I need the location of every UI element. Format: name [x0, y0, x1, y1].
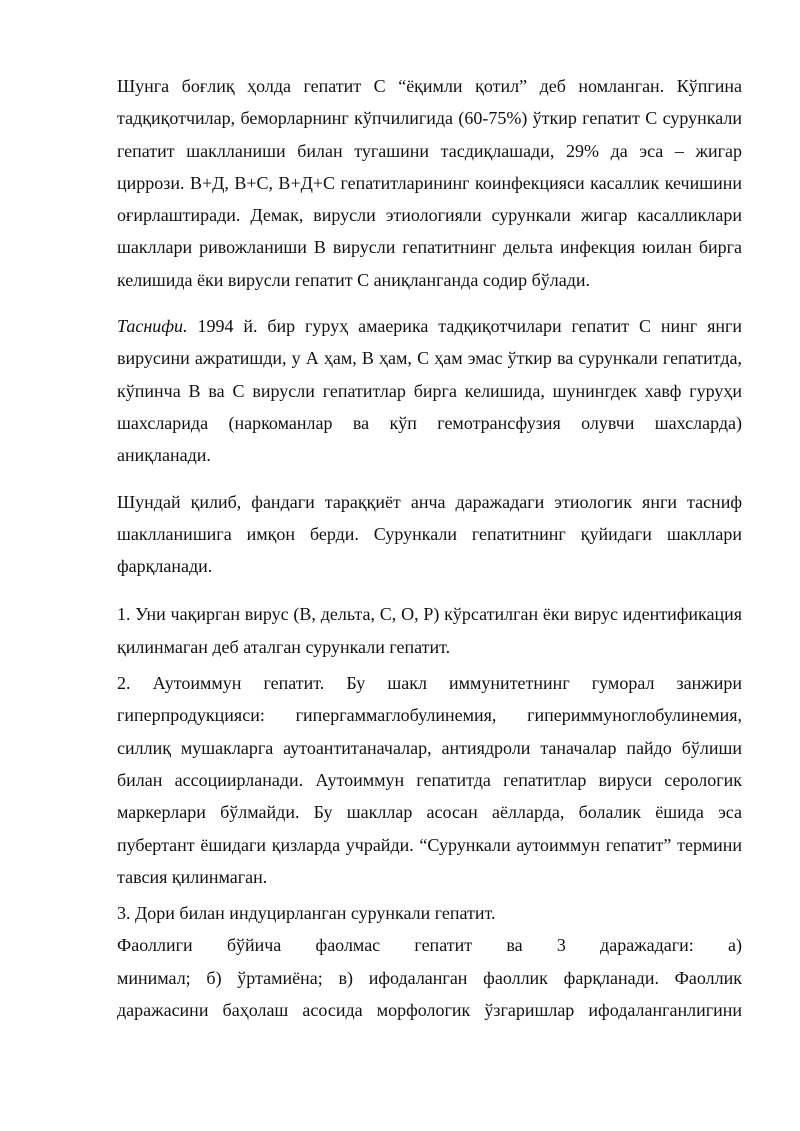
- paragraph-forms-intro: Шундай қилиб, фандаги тараққиёт анча даражадаги этиологик янги тасниф шаклланишига имқон берди. Сурункали гепатитнинг қуйидаги шакллари фарқланади.: [117, 491, 742, 577]
- activity-line: [117, 929, 742, 961]
- document-page: [117, 70, 742, 1026]
- activity-word: фаолмас: [315, 935, 381, 956]
- activity-word: ва: [506, 935, 523, 956]
- paragraph-intro: Шунга боғлиқ ҳолда гепатит С “ёқимли қотил” деб номланган. Кўпгина тадқиқотчилар, беморларнинг кўпчилигида (60-75%) ўткир гепатит С сурункали гепатит шаклланиши билан тугашини тасдиқлашади, 29% да эса – жигар циррози. В+Д, В+С, В+Д+С гепатитларининг коинфекцияси касаллик кечишини оғирлаштиради. Демак, вирусли этиологияли сурункали жигар касалликлари шакллари ривожланиши В вирусли гепатитнинг дельта инфекция юилан бирга келишида ёки вирусли гепатит С аниқланганда содир бўлади.: [117, 76, 742, 290]
- activity-word: бўйича: [226, 935, 282, 956]
- classification-heading: Таснифи.: [117, 316, 188, 337]
- activity-word: даражадаги:: [600, 935, 694, 956]
- paragraph-classification: [117, 310, 742, 471]
- activity-word: а): [728, 935, 742, 956]
- list-item-1: 1. Уни чақирган вирус (В, дельта, С, О, Р) кўрсатилган ёки вирус идентификация қилинмаган деб аталган сурункали гепатит.: [117, 604, 742, 657]
- activity-word: 3: [556, 935, 566, 956]
- classification-text: 1994 й. бир гуруҳ амаерика тадқиқотчилари гепатит С нинг янги вирусини ажратишди, у А ҳам, В ҳам, С ҳам эмас ўткир ва сурункали гепатитда, кўпинча В ва С вирусли гепатитлар бирга келишида, шунингдек хавф гуруҳи шахсларида (наркоманлар ва кўп гемотрансфузия олувчи шахсларда) аниқланади.: [117, 316, 742, 466]
- paragraph-activity: минимал; б) ўртамиёна; в) ифодаланган фаоллик фарқланади. Фаоллик даражасини баҳолаш асосида морфологик ўзгаришлар ифодаланганлигини: [117, 967, 742, 1021]
- list-item-3: 3. Дори билан индуцирланган сурункали гепатит.: [117, 903, 496, 924]
- list-item-2: 2. Аутоиммун гепатит. Бу шакл иммунитетнинг гуморал занжири гиперпродукцияси: гипергаммаглобулинемия, гипериммуноглобулинемия, силлиқ мушакларга аутоантитаначалар, антиядроли таначалар пайдо бўлиши билан ассоциирланади. Аутоиммун гепатитда гепатитлар вируси серологик маркерлари бўлмайди. Бу шакллар асосан аёлларда, болалик ёшида эса пубертант ёшидаги қизларда учрайди. “Сурункали аутоиммун гепатит” термини тавсия қилинмаган.: [117, 673, 742, 887]
- activity-word: гепатит: [414, 935, 473, 956]
- activity-word: Фаоллиги: [117, 935, 193, 956]
